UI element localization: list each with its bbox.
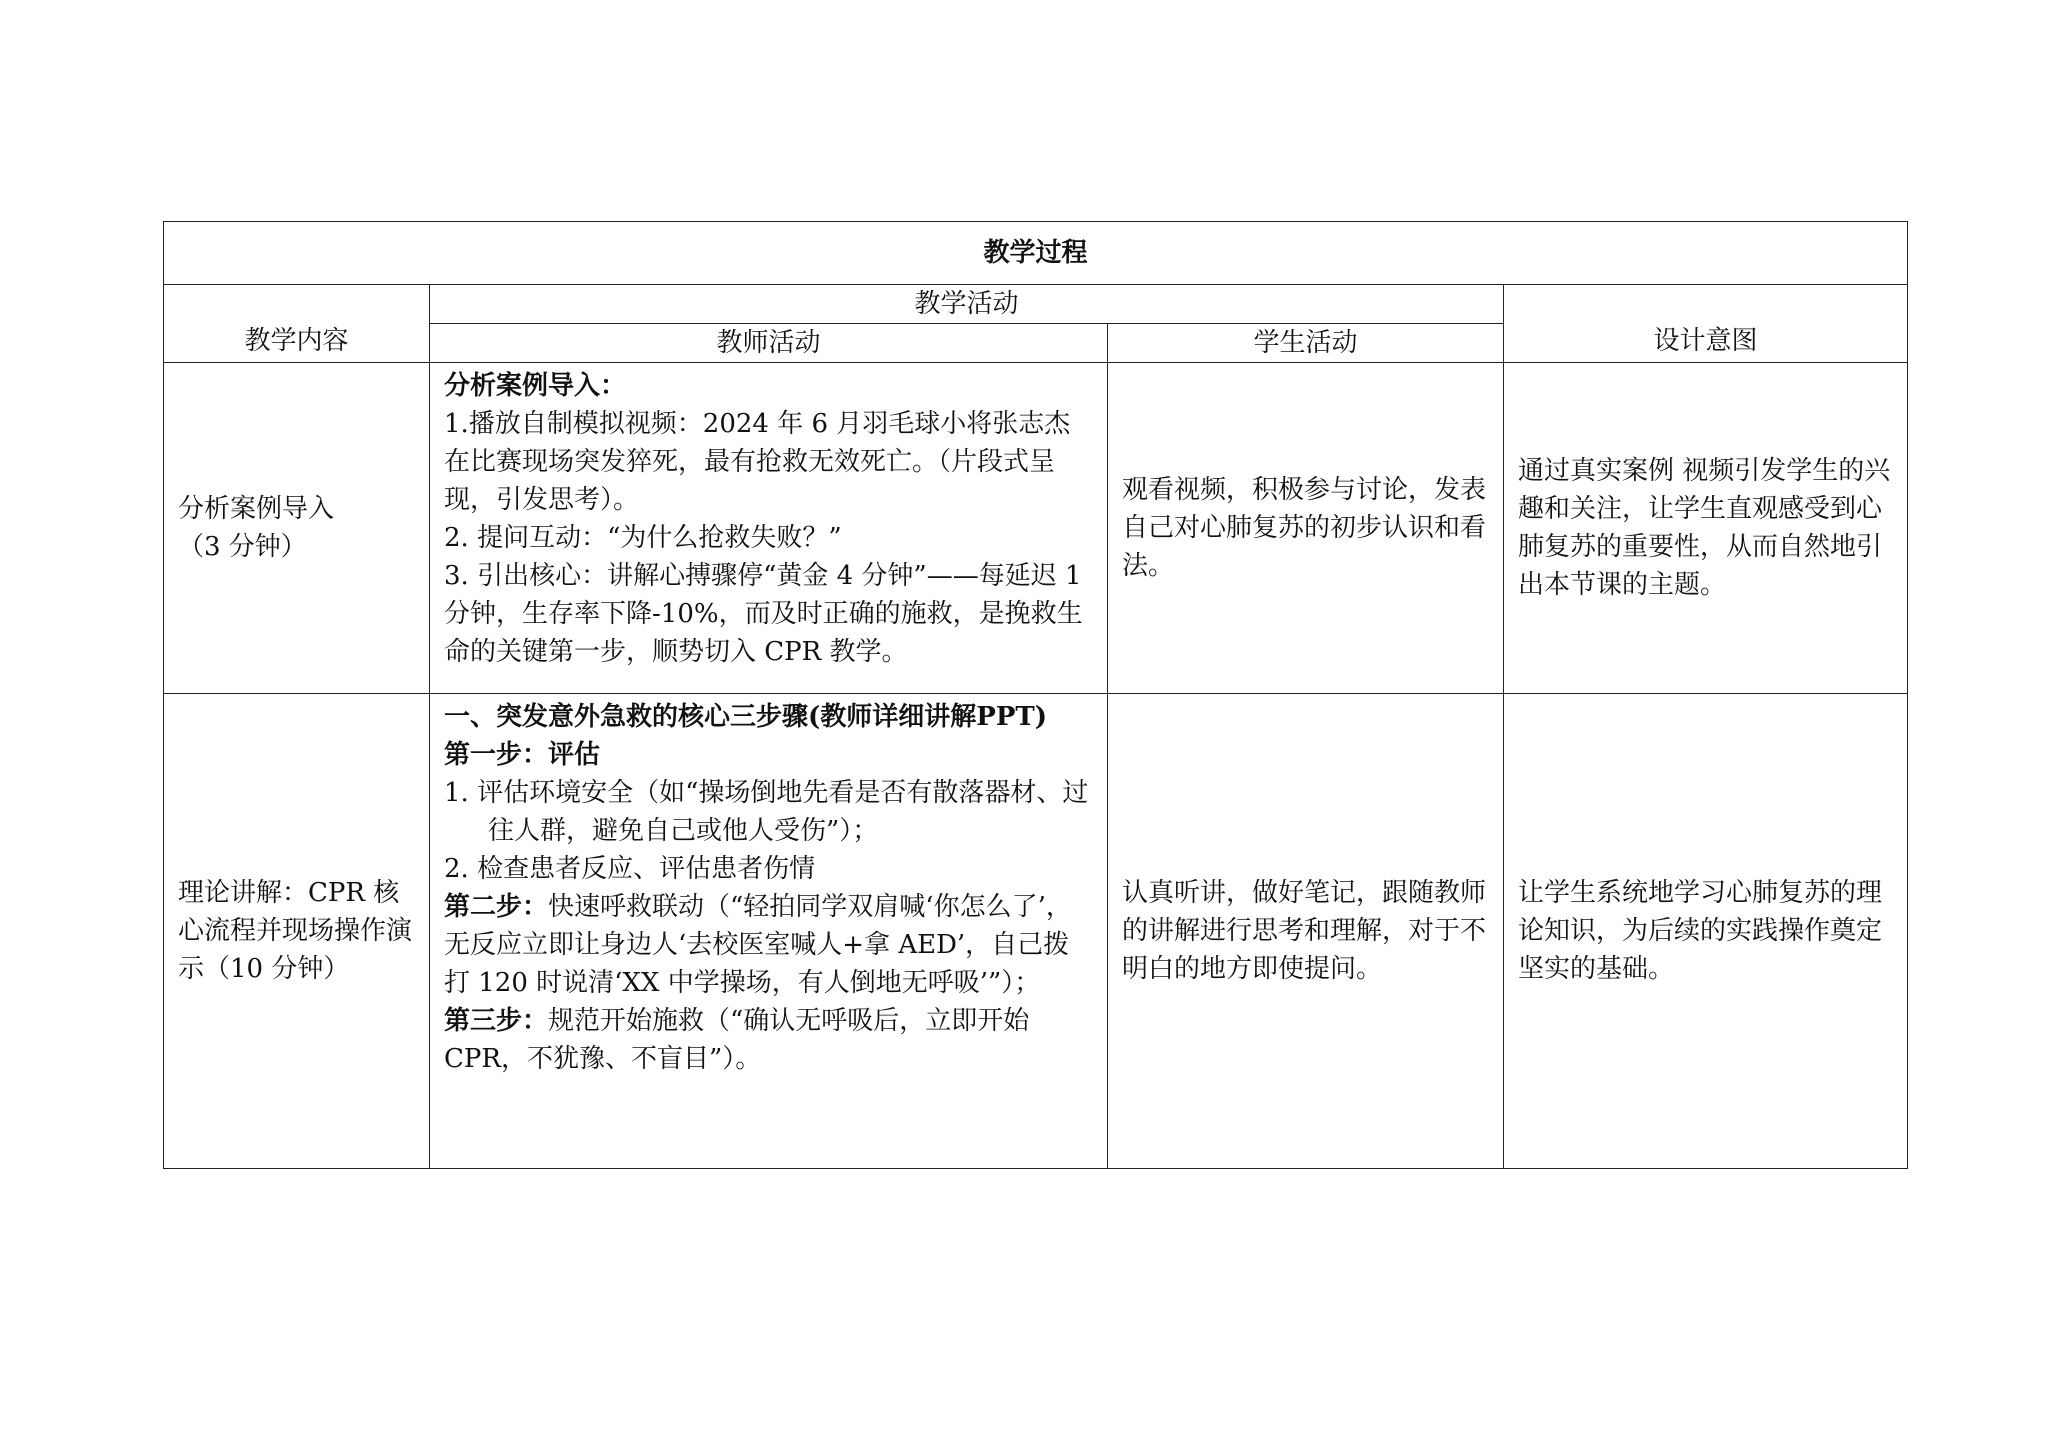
teacher-item: 3. 引出核心：讲解心搏骤停“黄金 4 分钟”——每延迟 1 分钟，生存率下降-10%，而及时正确的施救，是挽救生命的关键第一步，顺势切入 CPR 教学。	[444, 561, 1083, 667]
header-content: 教学内容	[164, 285, 430, 363]
step2-paragraph	[444, 888, 1095, 1002]
content-duration: （3 分钟）	[178, 532, 307, 562]
teacher-heading: 分析案例导入：	[444, 371, 627, 401]
teacher-activity-cell	[430, 694, 1108, 1169]
step3-paragraph	[444, 1002, 1095, 1078]
header-student: 学生活动	[1108, 324, 1504, 363]
table-row	[164, 363, 1908, 694]
teaching-process-table	[163, 221, 1908, 1169]
step1-item: 2. 检查患者反应、评估患者伤情	[444, 854, 816, 884]
teacher-item: 2. 提问互动：“为什么抢救失败？”	[444, 523, 842, 553]
teacher-item: 1.播放自制模拟视频：2024 年 6 月羽毛球小将张志杰在比赛现场突发猝死，最有抢救无效死亡。（片段式呈现，引发思考）。	[444, 409, 1071, 515]
design-intent-cell: 通过真实案例 视频引发学生的兴趣和关注，让学生直观感受到心肺复苏的重要性，从而自然地引出本节课的主题。	[1504, 363, 1908, 694]
teacher-heading: 一、突发意外急救的核心三步骤(教师详细讲解PPT)	[444, 702, 1048, 732]
table-title: 教学过程	[164, 222, 1908, 285]
content-cell	[164, 363, 430, 694]
step3-label: 第三步：	[444, 1006, 549, 1036]
step1-item: 1. 评估环境安全（如“操场倒地先看是否有散落器材、过往人群，避免自己或他人受伤”）；	[444, 778, 1089, 846]
step2-text: 快速呼救联动（“轻拍同学双肩喊‘你怎么了’，无反应立即让身边人‘去校医室喊人+拿 AED’，自己拨打 120 时说清‘XX 中学操场，有人倒地无呼吸’”）；	[444, 892, 1072, 998]
step1-label: 第一步：评估	[444, 740, 601, 770]
header-design: 设计意图	[1504, 285, 1908, 363]
content-cell: 理论讲解：CPR 核心流程并现场操作演示（10 分钟）	[164, 694, 430, 1169]
step2-label: 第二步：	[444, 892, 549, 922]
header-activity-group: 教学活动	[430, 285, 1504, 324]
student-activity-cell: 认真听讲，做好笔记，跟随教师的讲解进行思考和理解，对于不明白的地方即使提问。	[1108, 694, 1504, 1169]
table-row	[164, 694, 1908, 1169]
teacher-activity-cell	[430, 363, 1108, 694]
content-title: 分析案例导入	[178, 494, 335, 524]
header-teacher: 教师活动	[430, 324, 1108, 363]
design-intent-cell: 让学生系统地学习心肺复苏的理论知识，为后续的实践操作奠定坚实的基础。	[1504, 694, 1908, 1169]
student-activity-cell: 观看视频，积极参与讨论，发表自己对心肺复苏的初步认识和看法。	[1108, 363, 1504, 694]
step3-text: 规范开始施救（“确认无呼吸后，立即开始 CPR，不犹豫、不盲目”）。	[444, 1006, 1030, 1074]
